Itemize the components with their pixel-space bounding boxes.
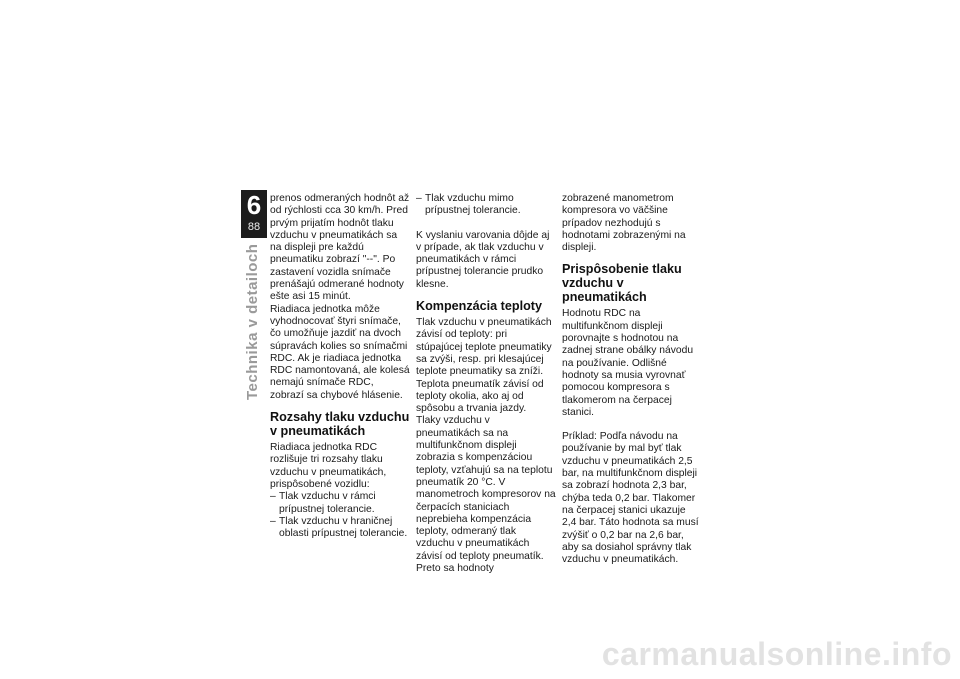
- paragraph: Riadiaca jednotka RDC rozlišuje tri rozsahy tlaku vzduchu v pneumatikách, prispôsobené vozidlu:: [270, 442, 387, 490]
- paragraph: Riadiaca jednotka môže vyhodnocovať štyri snímače, čo umožňuje jazdiť na dvoch súpravách kolies so snímačmi RDC. Ak je riadiaca jednotka RDC namontovaná, ale kolesá nemajú snímače RDC, zobrazí sa chybové hlásenie.: [270, 303, 410, 401]
- list-item: – Tlak vzduchu v hraničnej oblasti prípustnej tolerancie.: [270, 516, 410, 541]
- section-heading: Rozsahy tlaku vzduchu v pneumatikách: [270, 410, 410, 439]
- list-item: – Tlak vzduchu mimo prípustnej tolerancie.: [416, 193, 556, 218]
- text-column-2: [416, 193, 556, 575]
- paragraph: Príklad: Podľa návodu na používanie by mal byť tlak vzduchu v pneumatikách 2,5 bar, na multifunkčnom displeji sa zobrazí hodnota 2,3 bar, chýba teda 0,2 bar. Tlakomer na čerpacej stanici ukazuje 2,4 bar. Táto hodnota sa musí zvýšiť o 0,2 bar na 2,6 bar, aby sa dosiahol správny tlak vzduchu v pneumatikách.: [562, 431, 699, 566]
- chapter-number: 6: [246, 190, 262, 220]
- watermark: carmanualsonline.info: [601, 636, 952, 672]
- section-heading: Prispôsobenie tlaku vzduchu v pneumatikách: [562, 262, 682, 305]
- page-number: 88: [247, 221, 261, 233]
- chapter-side-title: Technika v detailoch: [244, 243, 261, 400]
- bullet-list: [270, 491, 410, 540]
- text-column-1: [270, 193, 410, 540]
- paragraph: prenos odmeraných hodnôt až od rýchlosti cca 30 km/h. Pred prvým prijatím hodnôt tlaku vzduchu v pneumatikách sa na displeji pre každú pneumatiku zobrazí "--". Po zastavení vozidla snímače prenášajú odmerané hodnoty ešte asi 15 minút.: [270, 193, 410, 303]
- chapter-tab: [241, 190, 267, 238]
- text-column-3: [562, 193, 702, 566]
- paragraph: Hodnotu RDC na multifunkčnom displeji porovnajte s hodnotou na zadnej strane obálky návodu na používanie. Odlišné hodnoty sa musia vyrovnať pomocou kompresora s tlakomerom na čerpacej stanici.: [562, 308, 694, 418]
- list-item: – Tlak vzduchu v rámci prípustnej tolerancie.: [270, 491, 410, 516]
- paragraph: zobrazené manometrom kompresora vo väčšine prípadov nezhodujú s hodnotami zobrazenými na displeji.: [562, 193, 686, 254]
- bullet-list: [416, 193, 556, 218]
- paragraph: Tlak vzduchu v pneumatikách závisí od teploty: pri stúpajúcej teplote pneumatiky sa zvýši, resp. pri klesajúcej teplote pneumatiky sa zníži. Teplota pneumatík závisí od teploty okolia, ako aj od spôsobu a trvania jazdy.: [416, 317, 552, 415]
- paragraph: K vyslaniu varovania dôjde aj v prípade, ak tlak vzduchu v pneumatikách v rámci prípustnej tolerancie prudko klesne.: [416, 229, 550, 290]
- section-heading: Kompenzácia teploty: [416, 299, 542, 314]
- paragraph: Tlaky vzduchu v pneumatikách sa na multifunkčnom displeji zobrazia s kompenzáciou teploty, vzťahujú sa na teplotu pneumatík 20 °C. V manometroch kompresorov na čerpacích staniciach neprebieha kompenzácia teploty, odmeraný tlak vzduchu v pneumatikách závisí od teploty pneumatík. Preto sa hodnoty: [416, 415, 556, 575]
